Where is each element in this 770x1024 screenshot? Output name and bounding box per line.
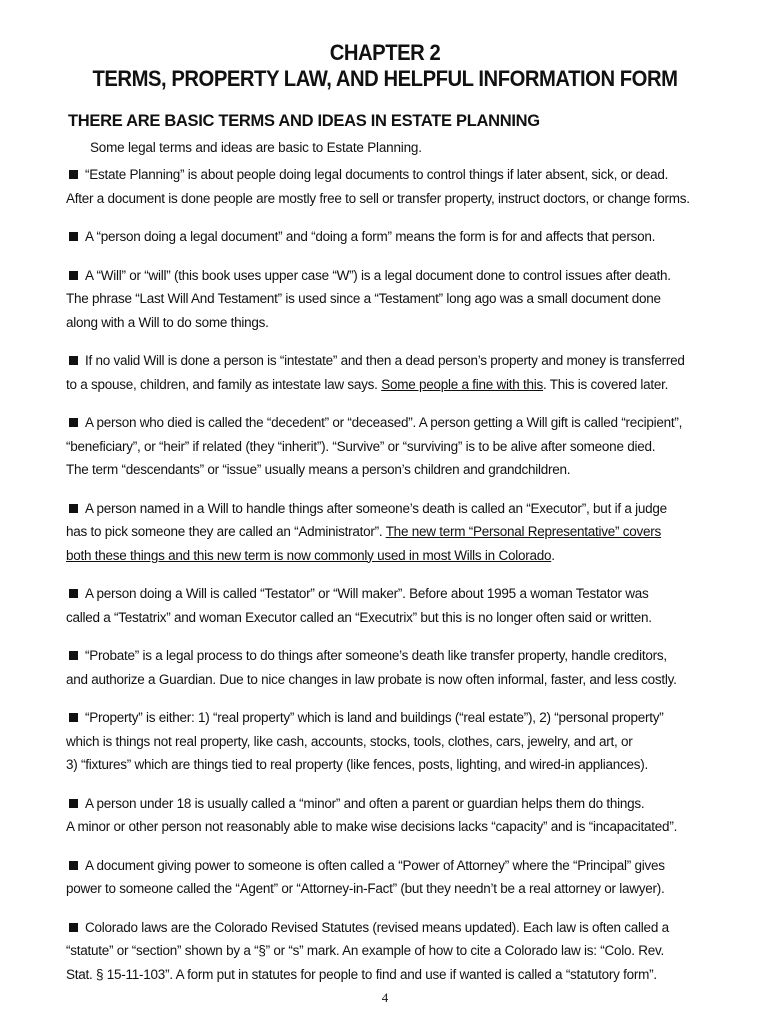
underlined-note: Some people a fine with this xyxy=(381,376,544,392)
intro-text: Some legal terms and ideas are basic to Estate Planning. xyxy=(90,140,422,155)
entry-will: A “Will” or “will” (this book uses upper case “W”) is a legal document done to control issues after death. The phrase “Last Will And Testament” is used since a “Testament” long ago was a small document done along with a Will to do some things. xyxy=(66,267,671,330)
entry-intestate: If no valid Will is done a person is “intestate” and then a dead person’s property and money is transferred to a spouse, children, and family as intestate law says. Some people a fine with this. This is covered later. xyxy=(66,353,685,392)
entry-estate-planning: “Estate Planning” is about people doing legal documents to control things if later absent, sick, or dead. After a document is done people are mostly free to sell or transfer property, instruct doctors, or change forms. xyxy=(66,167,690,206)
bullet-icon xyxy=(69,923,78,932)
chapter-label: CHAPTER 2 xyxy=(329,40,441,65)
entry-probate: “Probate” is a legal process to do things after someone’s death like transfer property, handle creditors, and authorize a Guardian. Due to nice changes in law probate is now often informal, faster, and less costly. xyxy=(66,648,677,687)
underlined-note: The new term “Personal Representative” covers xyxy=(385,524,662,539)
bullet-icon xyxy=(69,861,78,870)
page-title: TERMS, PROPERTY LAW, AND HELPFUL INFORMATION FORM xyxy=(92,66,678,91)
entry-testator: A person doing a Will is called “Testator” or “Will maker”. Before about 1995 a woman Testator was called a “Testatrix” and woman Executor called an “Executrix” but this is no longer often said or written. xyxy=(66,586,652,625)
section-heading: THERE ARE BASIC TERMS AND IDEAS IN ESTATE PLANNING xyxy=(68,112,540,130)
entry-minor: A person under 18 is usually called a “minor” and often a parent or guardian helps them do things. A minor or other person not reasonably able to make wise decisions lacks “capacity” and is “incapacitated”. xyxy=(66,795,678,834)
bullet-icon xyxy=(69,713,78,722)
bullet-icon xyxy=(69,356,78,365)
terms-list xyxy=(66,163,728,1001)
entry-decedent: A person who died is called the “decedent” or “deceased”. A person getting a Will gift is called “recipient”, “beneficiary”, or “heir” if related (they “inherit”). “Survive” or “surviving” is to be alive after someone died. The term “descendants” or “issue” usually means a person’s children and grandchildren. xyxy=(66,415,683,477)
bullet-icon xyxy=(69,170,78,179)
bullet-icon xyxy=(69,271,78,280)
bullet-icon xyxy=(69,504,78,513)
bullet-icon xyxy=(69,418,78,427)
entry-person-doing-document: A “person doing a legal document” and “doing a form” means the form is for and affects that person. xyxy=(66,225,728,249)
bullet-icon xyxy=(69,651,78,660)
entry-property: “Property” is either: 1) “real property” which is land and buildings (“real estate”), 2) “personal property” which is things not real property, like cash, accounts, stocks, tools, clothes, cars, jewelry, and art, or 3) “fixtures” which are things tied to real property (like fences, posts, lighting, and wired-in appliances). xyxy=(66,710,664,772)
entry-statutes: Colorado laws are the Colorado Revised Statutes (revised means updated). Each law is often called a “statute” or “section” shown by a “§” or “s” mark. An example of how to cite a Colorado law is: “Colo. Rev. Stat. § 15-11-103”. A form put in statutes for people to find and use if wanted is called a “statutory form”. xyxy=(66,919,669,982)
bullet-icon xyxy=(69,589,78,598)
entry-power-of-attorney: A document giving power to someone is often called a “Power of Attorney” where the “Principal” gives power to someone called the “Agent” or “Attorney-in-Fact” (but they needn’t be a real attorney or lawyer). xyxy=(66,857,665,896)
entry-executor: A person named in a Will to handle things after someone’s death is called an “Executor”, but if a judge has to pick someone they are called an “Administrator”. The new term “Personal Representative” covers both these things and this new term is now commonly used in most Wills in Colorado. xyxy=(66,500,667,563)
bullet-icon xyxy=(69,232,78,241)
bullet-icon xyxy=(69,799,78,808)
underlined-note: both these things and this new term is now commonly used in most Wills in Colorado xyxy=(66,547,552,563)
page-number: 4 xyxy=(381,990,389,1005)
